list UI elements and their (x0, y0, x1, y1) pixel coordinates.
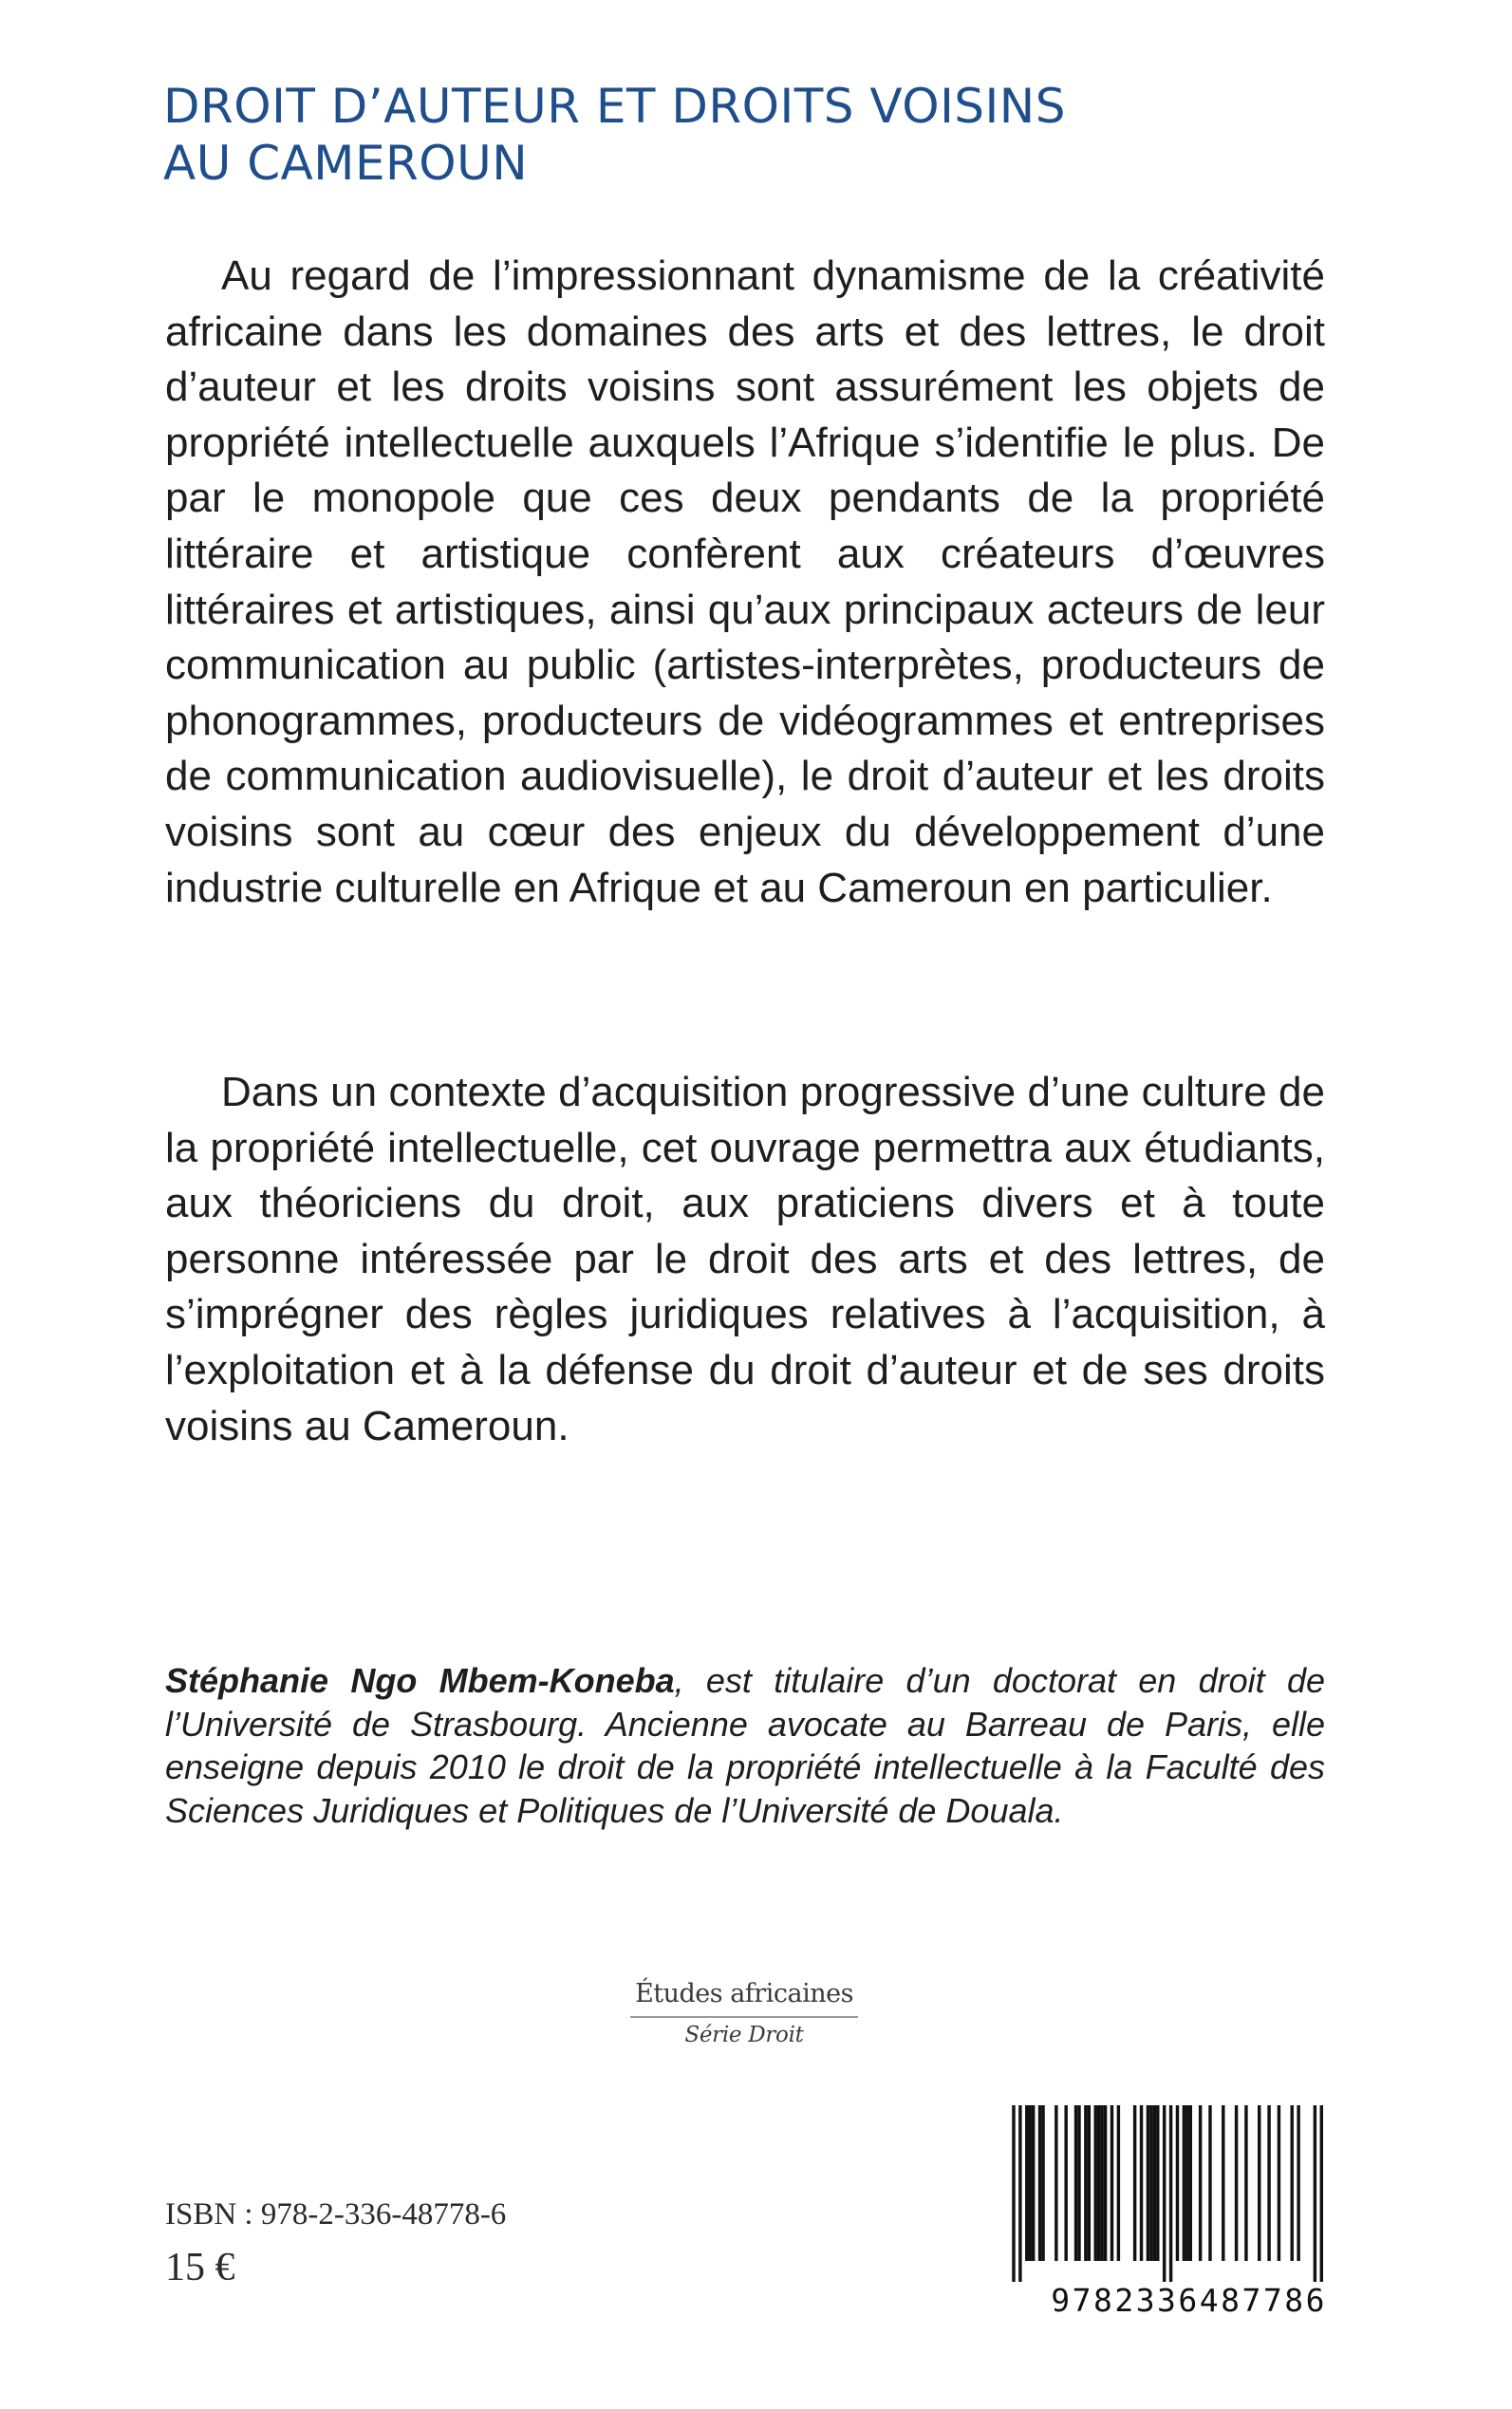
barcode-bar (1149, 2105, 1152, 2261)
collection-name: Études africaines (630, 1976, 858, 2018)
barcode-bar (1176, 2105, 1179, 2261)
barcode-bar (1314, 2105, 1316, 2282)
description-paragraph-1: Au regard de l’impressionnant dynamisme de la créativité africaine dans les domaines des arts et des lettres, le droit d’auteur et les droits voisins sont assurément les objets de propriété intellectuelle auxquels l’Afrique s’identifie le plus. De par le monopole que ces deux pendants de la propriété littéraire et artistique confèrent aux créateurs d’œuvres littéraires et artistiques, ainsi qu’aux principaux acteurs de leur communication au public (artistes-interprètes, producteurs de phonogrammes, producteurs de vidéogrammes et entreprises de communication audiovisuelle), le droit d’auteur et les droits voisins sont au cœur des enjeux du développement d’une industrie culturelle en Afrique et au Cameroun en particulier. (165, 252, 1325, 911)
collection-logo (630, 1976, 858, 2052)
barcode-bar (1163, 2105, 1166, 2282)
barcode-bar (1012, 2105, 1015, 2282)
barcode-bar (1084, 2105, 1087, 2261)
barcode-bars (970, 2105, 1327, 2282)
collection-series: Série Droit (684, 2023, 804, 2047)
author-name: Stéphanie Ngo Mbem-Koneba (165, 1661, 675, 1700)
barcode-bar (1156, 2105, 1159, 2261)
barcode-bar (1189, 2105, 1192, 2261)
barcode-bar (1258, 2105, 1260, 2261)
barcode-bar (1320, 2105, 1323, 2282)
barcode-bar (1199, 2105, 1202, 2261)
barcode-bar (1032, 2105, 1035, 2261)
barcode-bar (1025, 2105, 1028, 2261)
barcode-bar (1100, 2105, 1103, 2261)
barcode-bar (1244, 2105, 1247, 2261)
barcode-bar (1278, 2105, 1280, 2261)
author-bio (165, 1659, 1325, 1832)
barcode-bar (1077, 2105, 1080, 2261)
barcode-bar (1140, 2105, 1143, 2261)
barcode-bar (1169, 2105, 1172, 2282)
barcode-bar (1183, 2105, 1185, 2261)
barcode-bar (1074, 2105, 1077, 2261)
isbn-label: ISBN : 978-2-336-48778-6 (165, 2197, 507, 2232)
barcode-bar (1297, 2105, 1299, 2261)
barcode-bar (1097, 2105, 1100, 2261)
barcode-bar (1094, 2105, 1097, 2261)
price-label: 15 € (165, 2246, 235, 2289)
barcode-bar (1038, 2105, 1041, 2261)
barcode-bar (1055, 2105, 1057, 2261)
barcode-bar (1104, 2105, 1107, 2261)
barcode-bar (1018, 2105, 1021, 2282)
barcode-bar (1153, 2105, 1156, 2261)
barcode-bar (1185, 2105, 1188, 2261)
book-title-line-2: AU CAMEROUN (163, 136, 529, 191)
description-paragraph-2: Dans un contexte d’acquisition progressive d’une culture de la propriété intellectuelle, cet ouvrage permettra aux étudiants, aux théoriciens du droit, aux praticiens divers et à toute personne intéressée par le droit des arts et des lettres, de s’imprégner des règles juridiques relatives à l’acquisition, à l’exploitation et à la défense du droit d’auteur et de ses droits voisins au Cameroun. (165, 1069, 1325, 1449)
barcode-bar (1029, 2105, 1032, 2261)
barcode-bar (1064, 2105, 1067, 2261)
barcode-bar (1222, 2105, 1224, 2261)
barcode-bar (1111, 2105, 1113, 2261)
barcode (970, 2105, 1327, 2319)
barcode-bar (1041, 2105, 1044, 2261)
barcode-bar (1117, 2105, 1120, 2261)
barcode-bar (1267, 2105, 1270, 2261)
barcode-bar (1235, 2105, 1238, 2261)
barcode-bar (1147, 2105, 1149, 2261)
barcode-bar (1088, 2105, 1091, 2261)
author-bio-text: , est titulaire d’un doctorat en droit de l’Université de Strasbourg. Ancienne avocate au Barreau de Paris, elle enseigne depuis 2010 le droit de la propriété intellectuelle à la Faculté des Sciences Juridiques et Politiques de l’Université de Douala. (165, 1661, 1325, 1830)
barcode-bar (1133, 2105, 1136, 2261)
barcode-bar (1291, 2105, 1294, 2261)
book-title-line-1: DROIT D’AUTEUR ET DROITS VOISINS (163, 79, 1066, 134)
barcode-bar (1208, 2105, 1211, 2261)
book-title (163, 78, 1350, 192)
barcode-digits: 9782336487786 (1051, 2282, 1327, 2319)
